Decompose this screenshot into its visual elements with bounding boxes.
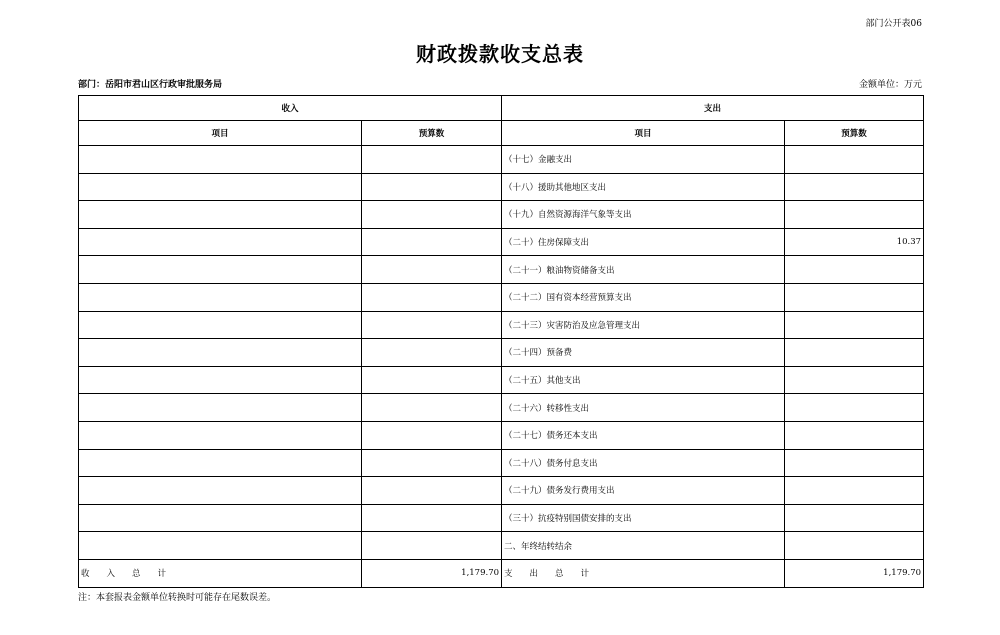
table-row — [79, 311, 924, 339]
expense-budget-cell — [785, 449, 924, 477]
table-row — [79, 173, 924, 201]
budget-table — [78, 95, 924, 588]
table-row — [79, 504, 924, 532]
expense-budget-cell — [785, 201, 924, 229]
totals-row — [79, 559, 924, 587]
income-item-cell — [79, 394, 362, 422]
expense-item-cell: （二十八）债务付息支出 — [502, 449, 785, 477]
expense-budget-cell — [785, 173, 924, 201]
expense-item-cell: （二十一）粮油物资储备支出 — [502, 256, 785, 284]
income-budget-header: 预算数 — [362, 121, 502, 146]
expense-item-cell: （二十二）国有资本经营预算支出 — [502, 283, 785, 311]
table-row — [79, 339, 924, 367]
income-item-cell — [79, 421, 362, 449]
income-budget-cell — [362, 339, 502, 367]
income-budget-cell — [362, 421, 502, 449]
income-item-cell — [79, 311, 362, 339]
income-item-cell — [79, 477, 362, 505]
income-budget-cell — [362, 394, 502, 422]
expense-total-label: 支 出 总 计 — [502, 559, 785, 587]
income-item-cell — [79, 173, 362, 201]
table-row — [79, 449, 924, 477]
table-row — [79, 146, 924, 174]
expense-item-cell: （二十九）债务发行费用支出 — [502, 477, 785, 505]
form-code: 部门公开表06 — [865, 19, 922, 29]
income-budget-cell — [362, 366, 502, 394]
income-item-cell — [79, 449, 362, 477]
expense-budget-header: 预算数 — [785, 121, 924, 146]
expense-item-cell: （十九）自然资源海洋气象等支出 — [502, 201, 785, 229]
expense-budget-cell — [785, 394, 924, 422]
expense-budget-cell — [785, 504, 924, 532]
income-header: 收入 — [79, 96, 502, 121]
income-item-cell — [79, 366, 362, 394]
income-total-value: 1,179.70 — [362, 559, 502, 587]
income-item-cell — [79, 532, 362, 560]
table-row — [79, 256, 924, 284]
income-item-cell — [79, 256, 362, 284]
expense-item-cell: （二十六）转移性支出 — [502, 394, 785, 422]
income-budget-cell — [362, 256, 502, 284]
income-item-cell — [79, 283, 362, 311]
footnote: 注：本套报表金额单位转换时可能存在尾数误差。 — [78, 593, 277, 603]
income-budget-cell — [362, 532, 502, 560]
expense-item-cell: （二十三）灾害防治及应急管理支出 — [502, 311, 785, 339]
expense-total-value: 1,179.70 — [785, 559, 924, 587]
income-item-cell — [79, 146, 362, 174]
income-item-cell — [79, 228, 362, 256]
table-row — [79, 228, 924, 256]
expense-item-cell: （十八）援助其他地区支出 — [502, 173, 785, 201]
income-budget-cell — [362, 311, 502, 339]
income-item-cell — [79, 201, 362, 229]
expense-budget-cell — [785, 256, 924, 284]
income-budget-cell — [362, 504, 502, 532]
expense-item-cell: （二十四）预备费 — [502, 339, 785, 367]
expense-budget-cell — [785, 283, 924, 311]
income-budget-cell — [362, 228, 502, 256]
section-header-row — [79, 96, 924, 121]
expense-item-header: 项目 — [502, 121, 785, 146]
page-title: 财政拨款收支总表 — [416, 42, 584, 66]
column-header-row — [79, 121, 924, 146]
table-row — [79, 283, 924, 311]
income-item-cell — [79, 504, 362, 532]
expense-budget-cell: 10.37 — [785, 228, 924, 256]
table-row — [79, 477, 924, 505]
income-budget-cell — [362, 283, 502, 311]
income-total-label: 收 入 总 计 — [79, 559, 362, 587]
expense-item-cell: （二十）住房保障支出 — [502, 228, 785, 256]
expense-budget-cell — [785, 421, 924, 449]
expense-budget-cell — [785, 477, 924, 505]
expense-budget-cell — [785, 146, 924, 174]
table-row — [79, 421, 924, 449]
expense-item-cell: （二十五）其他支出 — [502, 366, 785, 394]
expense-item-cell: （二十七）债务还本支出 — [502, 421, 785, 449]
table-row — [79, 394, 924, 422]
department-label: 部门：岳阳市君山区行政审批服务局 — [78, 80, 223, 90]
income-budget-cell — [362, 173, 502, 201]
income-budget-cell — [362, 201, 502, 229]
income-item-cell — [79, 339, 362, 367]
expense-header: 支出 — [502, 96, 924, 121]
expense-item-cell: （十七）金融支出 — [502, 146, 785, 174]
expense-budget-cell — [785, 532, 924, 560]
expense-item-cell: （三十）抗疫特别国债安排的支出 — [502, 504, 785, 532]
expense-item-cell: 二、年终结转结余 — [502, 532, 785, 560]
expense-budget-cell — [785, 339, 924, 367]
unit-label: 金额单位：万元 — [858, 80, 922, 90]
income-budget-cell — [362, 477, 502, 505]
income-budget-cell — [362, 449, 502, 477]
table-row — [79, 366, 924, 394]
table-row — [79, 532, 924, 560]
expense-budget-cell — [785, 366, 924, 394]
table-row — [79, 201, 924, 229]
expense-budget-cell — [785, 311, 924, 339]
income-budget-cell — [362, 146, 502, 174]
income-item-header: 项目 — [79, 121, 362, 146]
